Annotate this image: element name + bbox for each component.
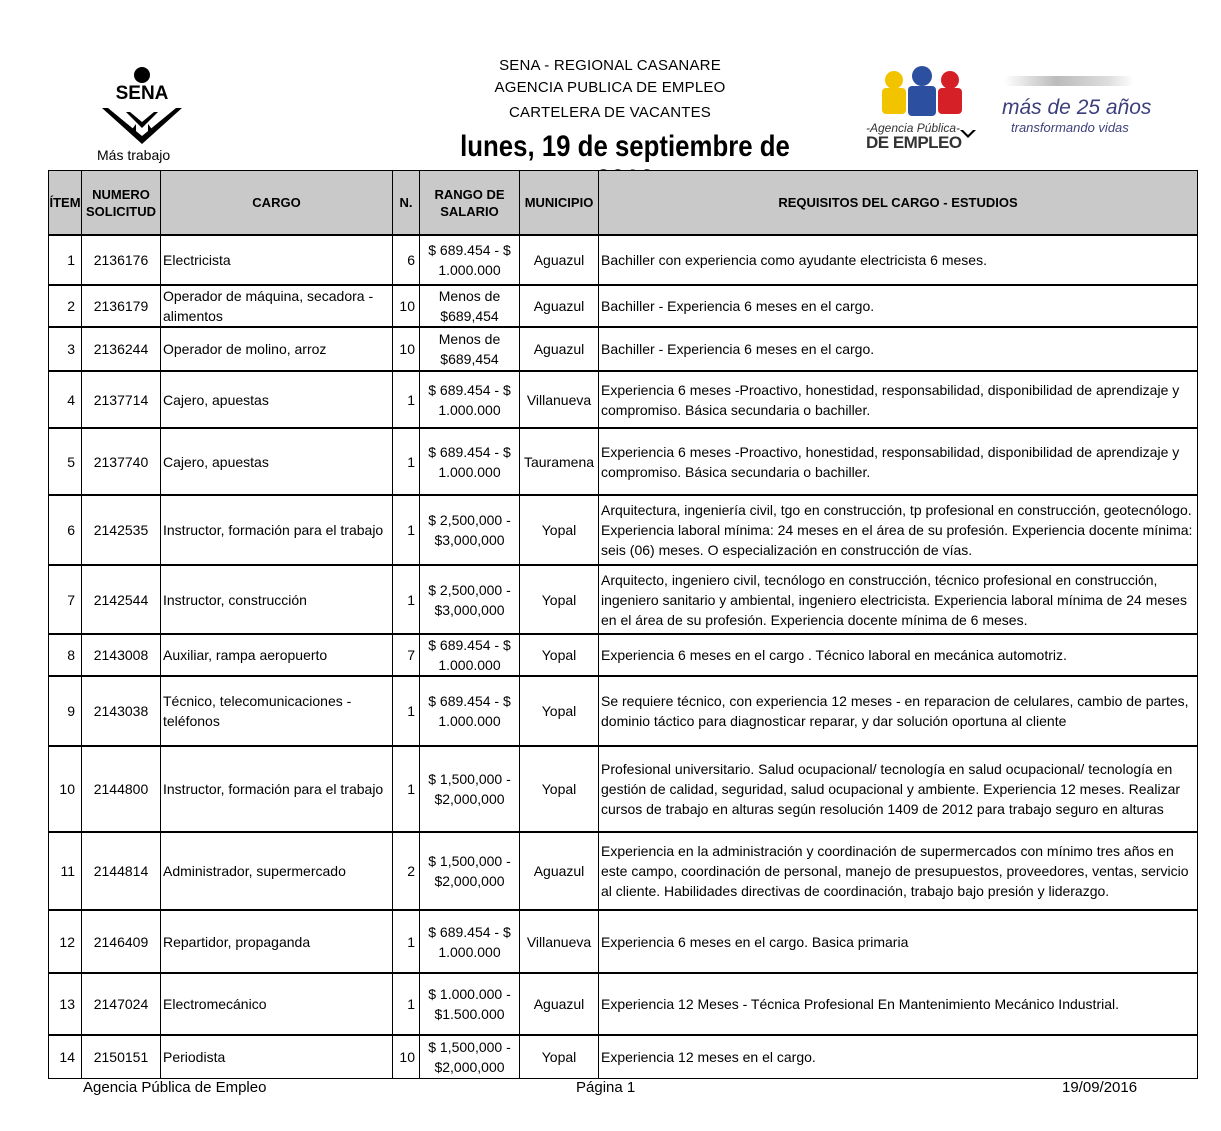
cell-salario: $ 689.454 - $ 1.000.000	[420, 371, 520, 428]
cell-requisitos: Bachiller con experiencia como ayudante electricista 6 meses.	[599, 235, 1198, 285]
cell-item: 6	[49, 495, 82, 565]
table-row	[49, 973, 1198, 1035]
cell-cargo: Técnico, telecomunicaciones - teléfonos	[161, 676, 393, 746]
anniversary-swoosh	[1004, 76, 1134, 86]
col-header-cargo: CARGO	[161, 171, 393, 236]
cell-item: 4	[49, 371, 82, 428]
cell-item: 8	[49, 634, 82, 676]
cell-requisitos: Experiencia 6 meses en el cargo. Basica primaria	[599, 910, 1198, 973]
cell-salario: $ 2,500,000 - $3,000,000	[420, 565, 520, 634]
cell-salario: Menos de $689,454	[420, 285, 520, 327]
cell-solicitud: 2142544	[82, 565, 161, 634]
vacancies-table	[48, 170, 1198, 1079]
cell-requisitos: Experiencia 12 Meses - Técnica Profesional En Mantenimiento Mecánico Industrial.	[599, 973, 1198, 1035]
cell-cargo: Cajero, apuestas	[161, 371, 393, 428]
cell-n: 1	[393, 495, 420, 565]
table-row	[49, 327, 1198, 371]
cell-municipio: Yopal	[520, 746, 599, 832]
cell-n: 1	[393, 676, 420, 746]
cell-requisitos: Experiencia en la administración y coordinación de supermercados con mínimo tres años en este campo, coordinación de personal, manejo de presupuestos, proveedores, ventas, servicio al cliente. Habilidades directivas de coordinación, trabajo bajo presión y liderazgo.	[599, 832, 1198, 910]
cell-solicitud: 2136176	[82, 235, 161, 285]
cell-item: 13	[49, 973, 82, 1035]
cell-municipio: Aguazul	[520, 973, 599, 1035]
cell-cargo: Auxiliar, rampa aeropuerto	[161, 634, 393, 676]
cell-cargo: Instructor, formación para el trabajo	[161, 495, 393, 565]
cell-municipio: Yopal	[520, 565, 599, 634]
cell-n: 1	[393, 565, 420, 634]
agencia-logo-line1: -Agencia Pública-	[866, 121, 961, 135]
header-line-1: SENA - REGIONAL CASANARE	[499, 57, 721, 74]
col-header-item: ÍTEM	[49, 171, 82, 236]
table-row	[49, 495, 1198, 565]
cell-item: 1	[49, 235, 82, 285]
table-row	[49, 910, 1198, 973]
table-header-row	[49, 171, 1198, 236]
cell-solicitud: 2144814	[82, 832, 161, 910]
cell-cargo: Electricista	[161, 235, 393, 285]
table-row	[49, 676, 1198, 746]
cell-municipio: Aguazul	[520, 327, 599, 371]
table-row	[49, 832, 1198, 910]
cell-solicitud: 2142535	[82, 495, 161, 565]
cell-salario: $ 1,500,000 - $2,000,000	[420, 746, 520, 832]
agencia-logo-line2: DE EMPLEO	[866, 133, 962, 152]
cell-n: 1	[393, 746, 420, 832]
footer-agency: Agencia Pública de Empleo	[83, 1079, 267, 1096]
cell-cargo: Operador de máquina, secadora - alimentos	[161, 285, 393, 327]
header-line-3: CARTELERA DE VACANTES	[508, 104, 712, 121]
cell-n: 10	[393, 1035, 420, 1078]
cell-n: 7	[393, 634, 420, 676]
cell-salario: $ 2,500,000 - $3,000,000	[420, 495, 520, 565]
cell-cargo: Instructor, construcción	[161, 565, 393, 634]
cell-solicitud: 2150151	[82, 1035, 161, 1078]
table-row	[49, 634, 1198, 676]
cell-item: 3	[49, 327, 82, 371]
cell-solicitud: 2137740	[82, 428, 161, 495]
cell-salario: $ 1,500,000 - $2,000,000	[420, 832, 520, 910]
sena-tagline: Más trabajo	[97, 147, 171, 163]
footer-date: 19/09/2016	[1062, 1079, 1138, 1096]
cell-salario: $ 1.000.000 - $1.500.000	[420, 973, 520, 1035]
cell-salario: $ 689.454 - $ 1.000.000	[420, 634, 520, 676]
cell-municipio: Yopal	[520, 495, 599, 565]
cell-salario: $ 1,500,000 - $2,000,000	[420, 1035, 520, 1078]
cell-municipio: Villanueva	[520, 371, 599, 428]
cell-item: 12	[49, 910, 82, 973]
cell-item: 11	[49, 832, 82, 910]
cell-requisitos: Bachiller - Experiencia 6 meses en el cargo.	[599, 285, 1198, 327]
cell-cargo: Repartidor, propaganda	[161, 910, 393, 973]
cell-solicitud: 2136179	[82, 285, 161, 327]
header-line-2: AGENCIA PUBLICA DE EMPLEO	[494, 79, 726, 96]
cell-n: 1	[393, 973, 420, 1035]
cell-municipio: Yopal	[520, 1035, 599, 1078]
cell-solicitud: 2143008	[82, 634, 161, 676]
cell-salario: $ 689.454 - $ 1.000.000	[420, 910, 520, 973]
cell-cargo: Cajero, apuestas	[161, 428, 393, 495]
cell-solicitud: 2146409	[82, 910, 161, 973]
anniversary-line2: transformando vidas	[1011, 120, 1129, 135]
cell-n: 6	[393, 235, 420, 285]
cell-n: 10	[393, 285, 420, 327]
cell-requisitos: Experiencia 6 meses -Proactivo, honestidad, responsabilidad, disponibilidad de aprendizaje y compromiso. Básica secundaria o bachiller.	[599, 371, 1198, 428]
table-row	[49, 565, 1198, 634]
col-header-municipio: MUNICIPIO	[520, 171, 599, 236]
cell-solicitud: 2137714	[82, 371, 161, 428]
cell-item: 9	[49, 676, 82, 746]
cell-cargo: Electromecánico	[161, 973, 393, 1035]
col-header-n: N.	[393, 171, 420, 236]
cell-n: 1	[393, 371, 420, 428]
cell-salario: $ 689.454 - $ 1.000.000	[420, 428, 520, 495]
cell-n: 1	[393, 428, 420, 495]
cell-cargo: Administrador, supermercado	[161, 832, 393, 910]
cell-cargo: Instructor, formación para el trabajo	[161, 746, 393, 832]
cell-solicitud: 2147024	[82, 973, 161, 1035]
cell-cargo: Periodista	[161, 1035, 393, 1078]
cell-item: 2	[49, 285, 82, 327]
cell-item: 5	[49, 428, 82, 495]
table-row	[49, 428, 1198, 495]
cell-municipio: Yopal	[520, 634, 599, 676]
sena-wordmark: SENA	[115, 83, 169, 104]
cell-municipio: Aguazul	[520, 235, 599, 285]
cell-requisitos: Experiencia 6 meses -Proactivo, honestidad, responsabilidad, disponibilidad de aprendizaje y compromiso. Básica secundaria o bachiller.	[599, 428, 1198, 495]
cell-solicitud: 2143038	[82, 676, 161, 746]
cell-municipio: Tauramena	[520, 428, 599, 495]
page-date-title: lunes, 19 de septiembre de	[460, 130, 790, 163]
cell-requisitos: Arquitectura, ingeniería civil, tgo en construcción, tp profesional en construcción, geotecnólogo. Experiencia laboral mínima: 24 meses en el área de su profesión. Experiencia docente mínima: seis (06) meses. O especialización en construcción de vías.	[599, 495, 1198, 565]
table-row	[49, 1035, 1198, 1078]
cell-municipio: Aguazul	[520, 285, 599, 327]
cell-salario: $ 689.454 - $ 1.000.000	[420, 235, 520, 285]
cell-salario: Menos de $689,454	[420, 327, 520, 371]
cell-requisitos: Experiencia 6 meses en el cargo . Técnico laboral en mecánica automotriz.	[599, 634, 1198, 676]
cell-municipio: Villanueva	[520, 910, 599, 973]
cell-item: 10	[49, 746, 82, 832]
cell-n: 10	[393, 327, 420, 371]
cell-salario: $ 689.454 - $ 1.000.000	[420, 676, 520, 746]
col-header-salario: RANGO DE SALARIO	[420, 171, 520, 236]
cell-solicitud: 2144800	[82, 746, 161, 832]
anniversary-line1: más de 25 años	[1002, 96, 1152, 119]
footer-page-number: Página 1	[576, 1079, 636, 1096]
table-row	[49, 285, 1198, 327]
cell-requisitos: Experiencia 12 meses en el cargo.	[599, 1035, 1198, 1078]
cell-requisitos: Bachiller - Experiencia 6 meses en el cargo.	[599, 327, 1198, 371]
cell-municipio: Yopal	[520, 676, 599, 746]
cell-requisitos: Arquitecto, ingeniero civil, tecnólogo en construcción, técnico profesional en construcción, ingeniero sanitario y ambiental, ingeniero electricista. Experiencia laboral mínima de 24 meses en el área de su profesión. Experiencia docente mínima de 6 meses.	[599, 565, 1198, 634]
col-header-requisitos: REQUISITOS DEL CARGO - ESTUDIOS	[599, 171, 1198, 236]
cell-n: 2	[393, 832, 420, 910]
table-row	[49, 371, 1198, 428]
cell-municipio: Aguazul	[520, 832, 599, 910]
cell-requisitos: Profesional universitario. Salud ocupacional/ tecnología en salud ocupacional/ tecnología en gestión de calidad, seguridad, salud ocupacional y ambiente. Experiencia 12 meses. Realizar cursos de trabajo en alturas según resolución 1409 de 2012 para trabajo seguro en alturas	[599, 746, 1198, 832]
cell-solicitud: 2136244	[82, 327, 161, 371]
table-row	[49, 235, 1198, 285]
cell-item: 7	[49, 565, 82, 634]
col-header-solicitud: NUMERO SOLICITUD	[82, 171, 161, 236]
cell-item: 14	[49, 1035, 82, 1078]
cell-n: 1	[393, 910, 420, 973]
cell-requisitos: Se requiere técnico, con experiencia 12 meses - en reparacion de celulares, cambio de partes, dominio táctico para diagnosticar reparar, y dar solución oportuna al cliente	[599, 676, 1198, 746]
table-row	[49, 746, 1198, 832]
cell-cargo: Operador de molino, arroz	[161, 327, 393, 371]
